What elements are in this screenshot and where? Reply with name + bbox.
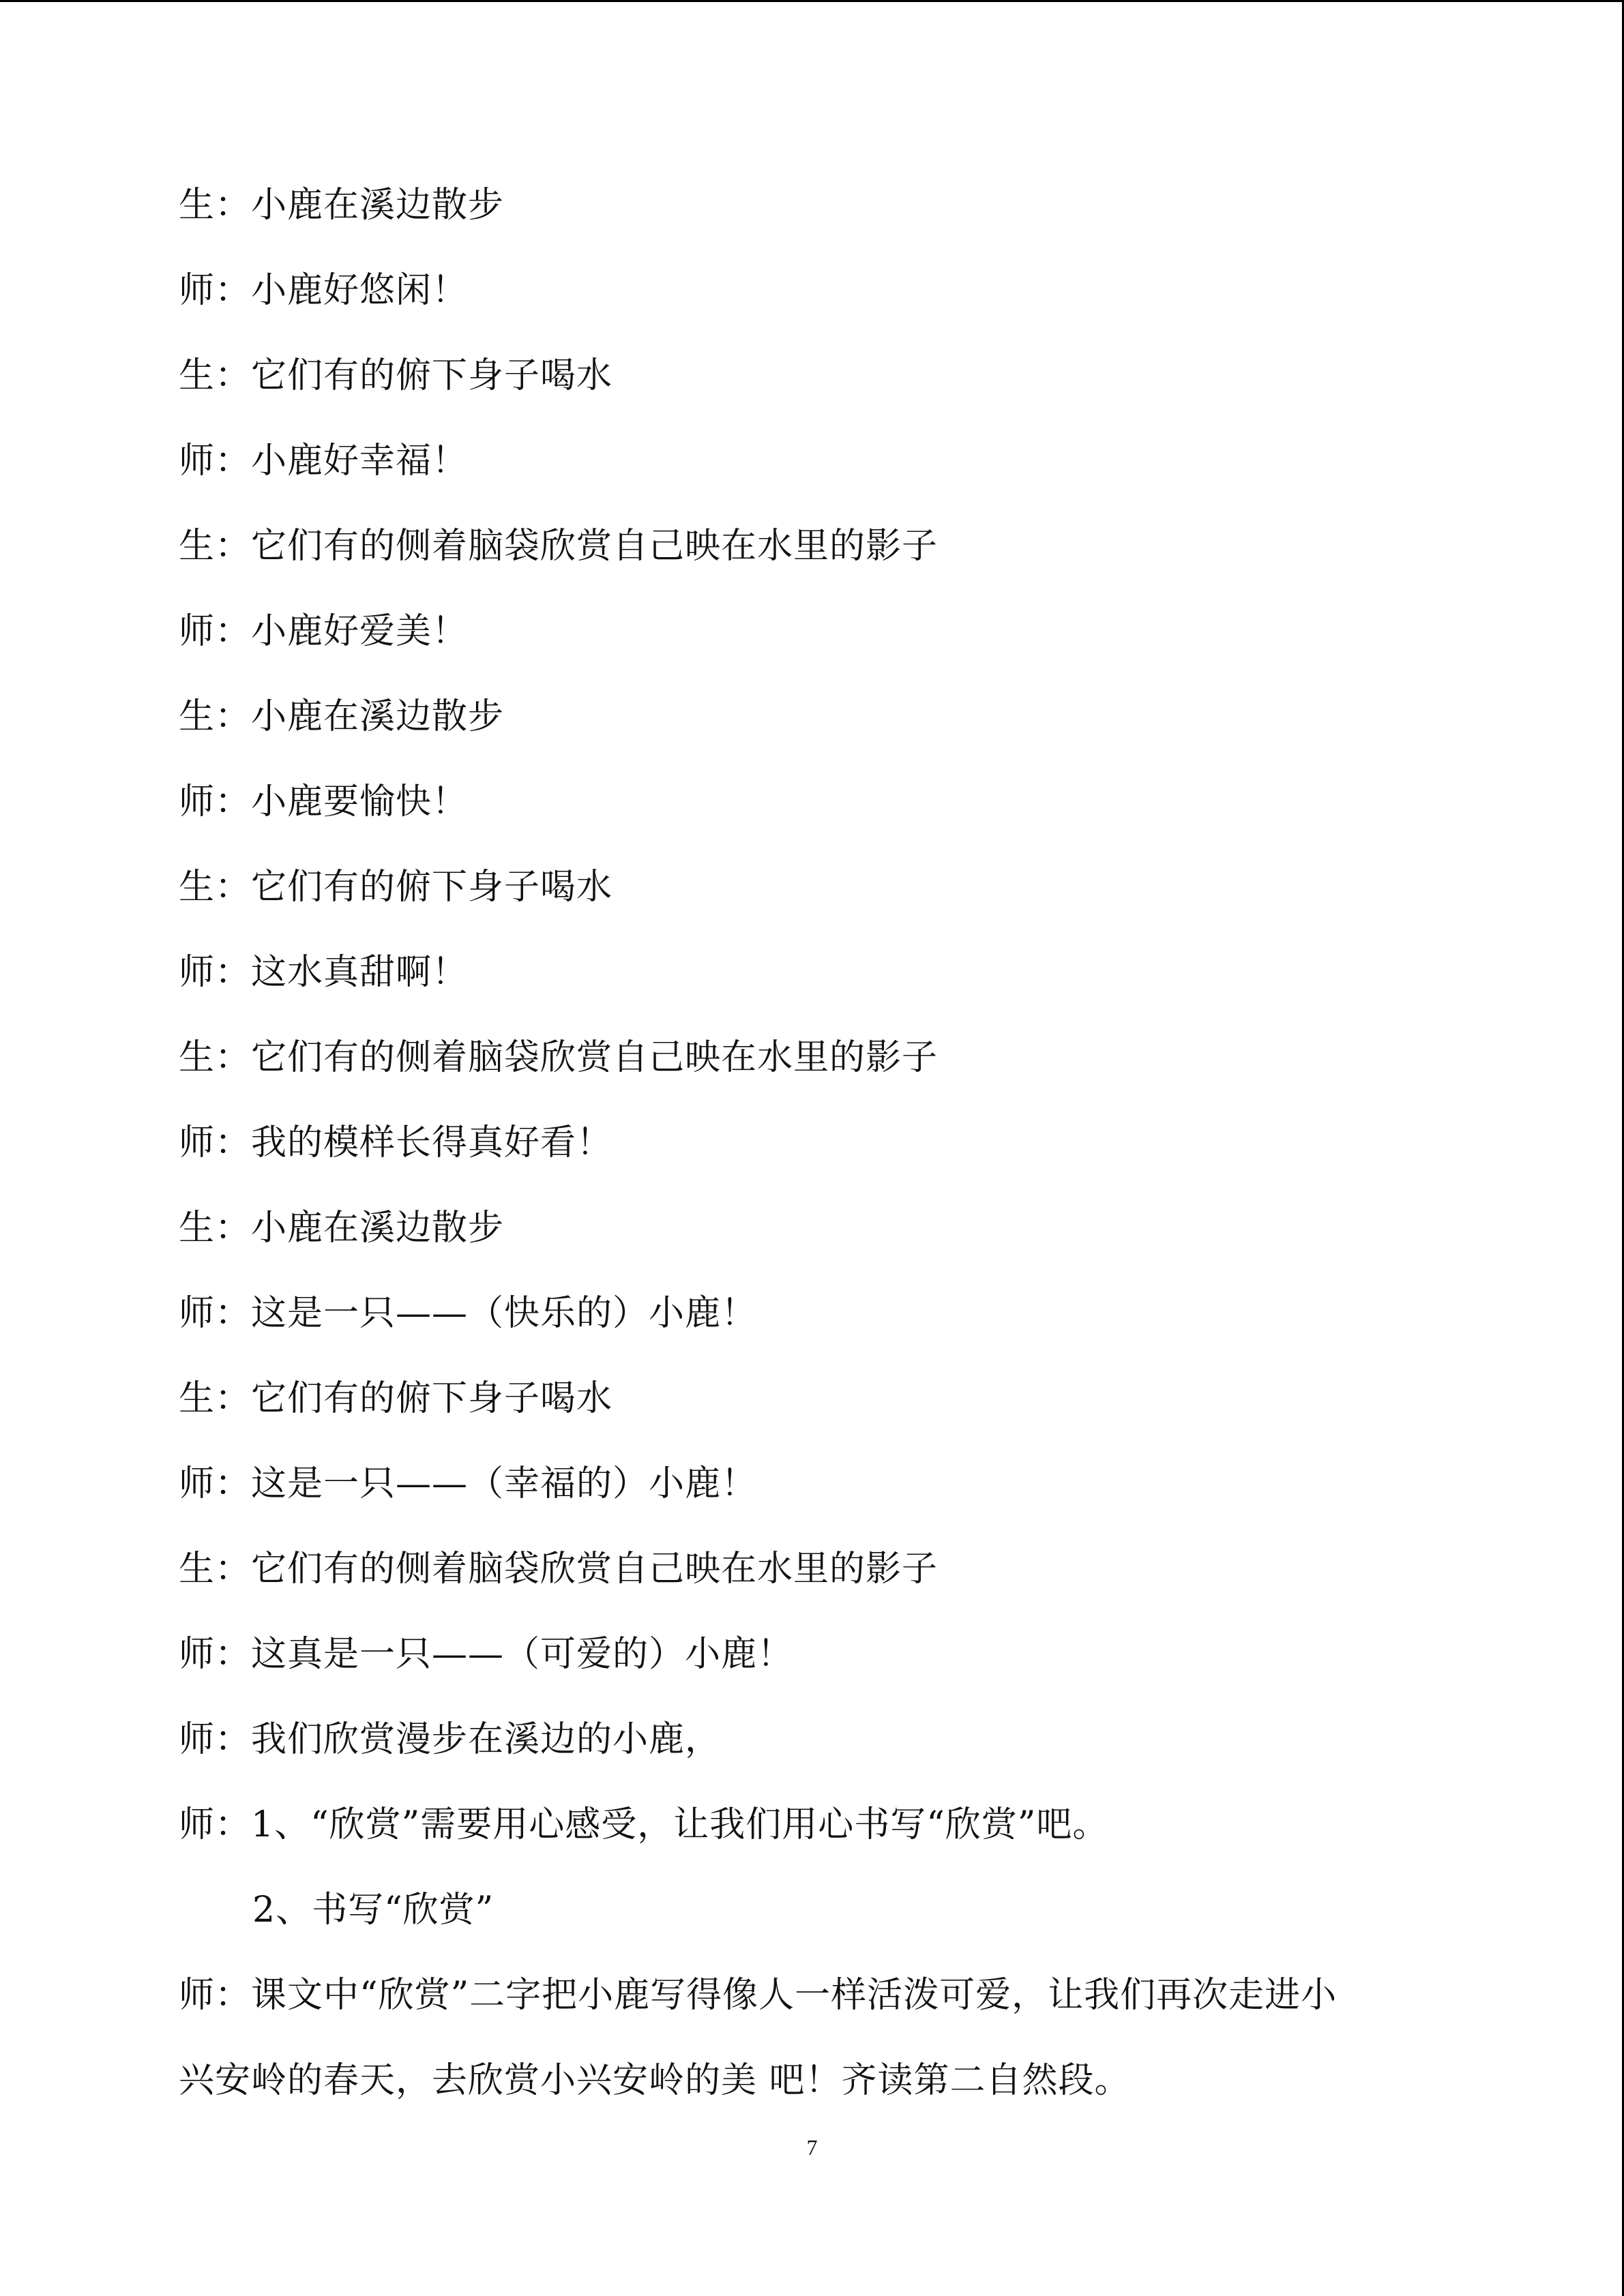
- text-line: 师：这是一只——（幸福的）小鹿！: [179, 1463, 758, 1504]
- text-line: 师：我的模样长得真好看！: [179, 1122, 613, 1163]
- text-line: 师：小鹿好爱美！: [179, 611, 469, 652]
- text-line: 生：它们有的俯下身子喝水: [179, 867, 613, 908]
- text-line: 生：它们有的俯下身子喝水: [179, 355, 613, 396]
- text-line: 师：小鹿好悠闲！: [179, 270, 469, 311]
- text-line: 师：这真是一只——（可爱的）小鹿！: [179, 1634, 794, 1675]
- text-line: 师：小鹿要愉快！: [179, 781, 469, 822]
- text-line: 师：这是一只——（快乐的）小鹿！: [179, 1293, 758, 1334]
- text-line: 生：它们有的俯下身子喝水: [179, 1378, 613, 1419]
- page-number: 7: [806, 2135, 818, 2160]
- text-line: 生：小鹿在溪边散步: [179, 1208, 505, 1249]
- text-line-indented: 2、书写“欣赏”: [252, 1890, 494, 1930]
- text-line: 生：它们有的侧着脑袋欣赏自己映在水里的影子: [179, 526, 939, 567]
- text-line: 师：小鹿好幸福！: [179, 441, 469, 481]
- document-body: [179, 185, 1475, 2148]
- text-line: 生：小鹿在溪边散步: [179, 185, 505, 226]
- page-top-border: [0, 0, 1624, 2]
- text-line: 师：课文中“欣赏”二字把小鹿写得像人一样活泼可爱，让我们再次走进小: [179, 1975, 1338, 2016]
- text-line: 兴安岭的春天，去欣赏小兴安岭的美 吧！齐读第二自然段。: [179, 2060, 1131, 2101]
- text-line: 生：它们有的侧着脑袋欣赏自己映在水里的影子: [179, 1549, 939, 1590]
- text-line: 师：1、“欣赏”需要用心感受，让我们用心书写“欣赏”吧。: [179, 1804, 1109, 1845]
- text-line: 生：小鹿在溪边散步: [179, 696, 505, 737]
- text-line: 师：这水真甜啊！: [179, 952, 469, 993]
- text-line: 师：我们欣赏漫步在溪边的小鹿，: [179, 1719, 722, 1760]
- text-line: 生：它们有的侧着脑袋欣赏自己映在水里的影子: [179, 1037, 939, 1078]
